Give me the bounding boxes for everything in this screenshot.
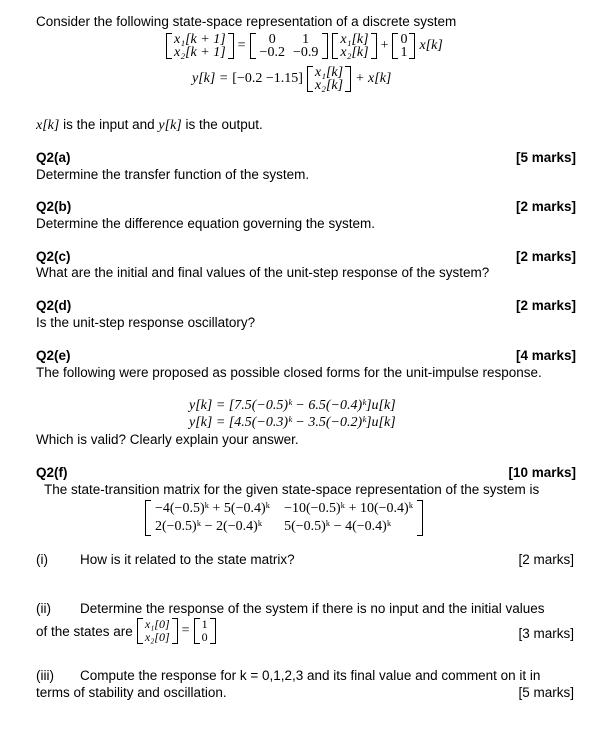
q2f-ii-line2 [36, 618, 216, 644]
q2b-label: Q2(b) [36, 199, 72, 214]
io-note [36, 117, 263, 134]
q2d-marks: [2 marks] [515, 298, 576, 313]
q2e-label: Q2(e) [36, 348, 71, 363]
phi12: −10(−0.5)ᵏ + 10(−0.4)ᵏ [284, 501, 414, 516]
q2a-label: Q2(a) [36, 150, 71, 165]
io-var-y: y[k] [158, 118, 182, 133]
q2c-text: What are the initial and final values of the unit-step response of the system? [36, 265, 490, 280]
lhs-x1: x₁[k + 1] [174, 32, 226, 47]
state-matrix-A [250, 33, 329, 59]
b1: 0 [400, 32, 408, 47]
q2f-i-text: How is it related to the state matrix? [80, 552, 295, 567]
state-transition-matrix [145, 500, 423, 536]
output-lhs: y[k] = [192, 71, 229, 86]
q2d-label: Q2(d) [36, 298, 72, 313]
a12: 1 [302, 32, 310, 47]
q2f-ii-label: (ii) [36, 601, 51, 616]
b2: 1 [400, 45, 408, 60]
impulse-form-1: y[k] = [7.5(−0.5)ᵏ − 6.5(−0.4)ᵏ]u[k] [189, 398, 396, 413]
out-state-x2: x₂[k] [314, 78, 344, 93]
io-note-end: is the output. [181, 117, 263, 132]
q2f-label: Q2(f) [36, 465, 68, 480]
q2e-question: Which is valid? Clearly explain your answer. [36, 432, 299, 447]
q2b-text: Determine the difference equation governing the system. [36, 216, 375, 231]
q2f-iii-marks: [5 marks] [518, 685, 574, 700]
x1-0-val: 1 [201, 617, 208, 631]
q2d-text: Is the unit-step response oscillatory? [36, 315, 256, 330]
output-equation [192, 66, 391, 92]
phi22: 5(−0.5)ᵏ − 4(−0.4)ᵏ [284, 519, 392, 534]
a11: 0 [268, 32, 276, 47]
q2f-text: The state-transition matrix for the given state-space representation of the system is [44, 482, 540, 497]
state-equation [166, 33, 443, 59]
equals-sign: = [237, 38, 246, 53]
q2f-ii-text2: of the states are [36, 623, 133, 639]
io-var-x: x[k] [36, 118, 60, 133]
initial-state-vector [137, 618, 178, 644]
q2e-text: The following were proposed as possible closed forms for the unit-impulse response. [36, 365, 542, 380]
impulse-form-2: y[k] = [4.5(−0.3)ᵏ − 3.5(−0.2)ᵏ]u[k] [189, 415, 396, 430]
plus-sign: + [380, 38, 389, 53]
q2f-iii-text: Compute the response for k = 0,1,2,3 and its final value and comment on it in [80, 668, 541, 683]
q2f-marks: [10 marks] [508, 465, 576, 480]
q2c-label: Q2(c) [36, 249, 71, 264]
x2-0-val: 0 [201, 630, 208, 644]
out-state-x1: x₁[k] [314, 65, 344, 80]
q2c-marks: [2 marks] [515, 249, 576, 264]
q2f-i-marks: [2 marks] [518, 552, 574, 567]
state-vector [332, 33, 376, 59]
q2f-iii-text2: terms of stability and oscillation. [36, 685, 227, 700]
io-note-mid: is the input and [59, 117, 159, 132]
q2f-i-label: (i) [36, 552, 48, 567]
lhs-x2: x₂[k + 1] [174, 45, 226, 60]
state-x2: x₂[k] [340, 45, 369, 60]
input-signal: x[k] [419, 38, 443, 53]
q2f-ii-marks: [3 marks] [518, 626, 574, 641]
x2-0: x₂[0] [144, 630, 170, 644]
output-state-vector [307, 66, 351, 92]
next-state-vector [166, 33, 234, 59]
q2e-marks: [4 marks] [515, 348, 576, 363]
intro-text: Consider the following state-space representation of a discrete system [36, 14, 457, 29]
q2f-iii-label: (iii) [36, 668, 54, 683]
phi21: 2(−0.5)ᵏ − 2(−0.4)ᵏ [155, 519, 263, 534]
q2a-text: Determine the transfer function of the system. [36, 167, 310, 182]
a21: −0.2 [259, 45, 285, 60]
phi11: −4(−0.5)ᵏ + 5(−0.4)ᵏ [155, 501, 271, 516]
output-matrix-C: [−0.2 −1.15] [232, 71, 303, 86]
q2f-ii-text: Determine the response of the system if there is no input and the initial values [80, 601, 545, 616]
state-x1: x₁[k] [340, 32, 369, 47]
q2a-marks: [5 marks] [515, 150, 576, 165]
ii-equals: = [181, 623, 190, 638]
input-matrix-B [392, 33, 415, 59]
a22: −0.9 [292, 45, 319, 60]
q2b-marks: [2 marks] [515, 199, 576, 214]
initial-values [194, 618, 216, 644]
output-tail: + x[k] [355, 71, 392, 86]
x1-0: x₁[0] [144, 617, 170, 631]
